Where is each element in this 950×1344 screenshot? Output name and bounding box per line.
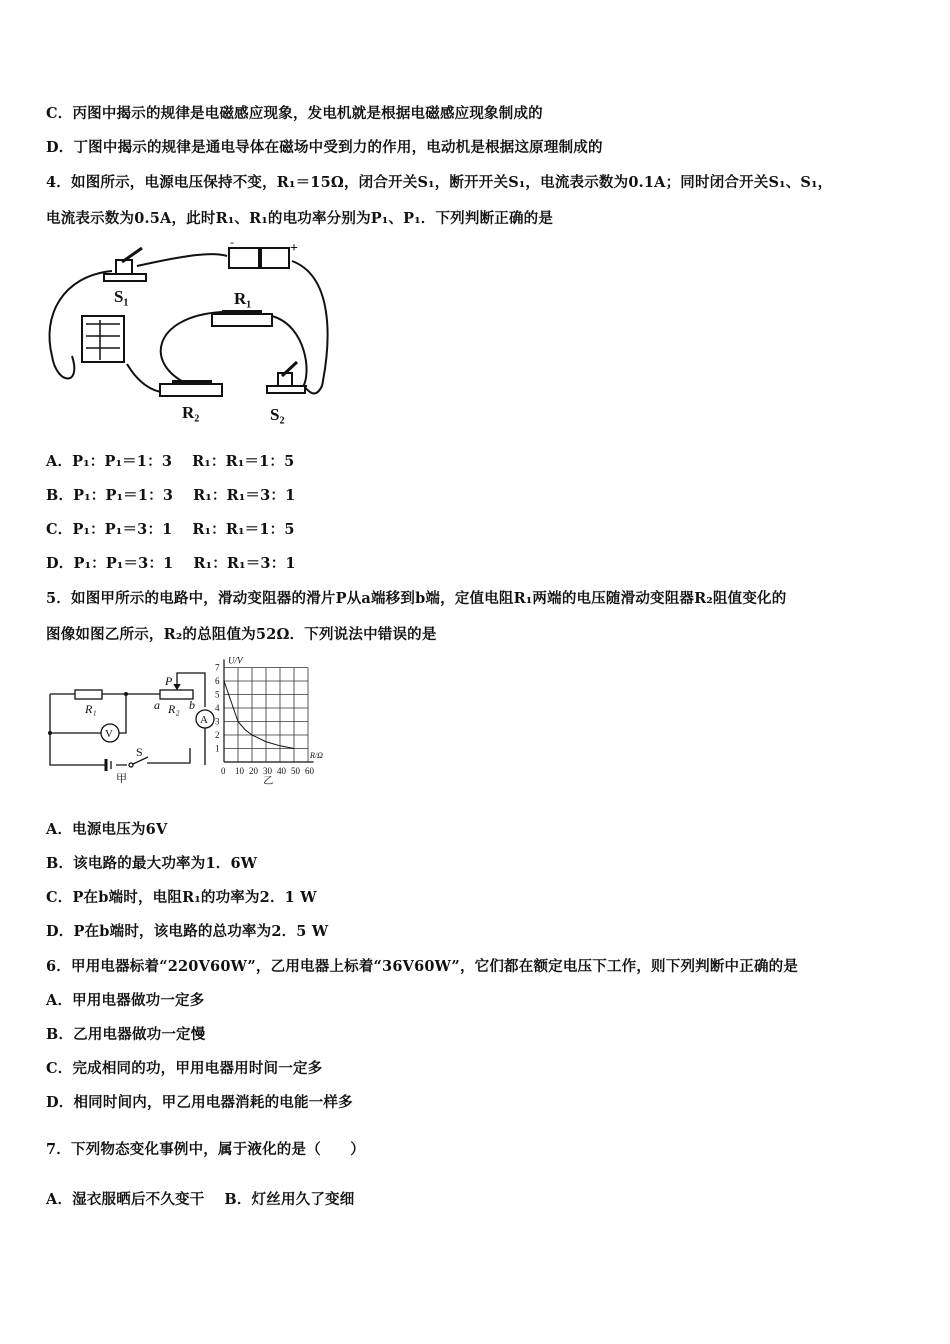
- ammeter-icon: [82, 316, 124, 362]
- q4-option-b: B．P₁：P₁＝1：3 R₁：R₁＝3：1: [46, 487, 296, 504]
- q4-option-a: A．P₁：P₁＝1：3 R₁：R₁＝1：5: [46, 453, 295, 470]
- q3-option-c: C．丙图中揭示的规律是电磁感应现象，发电机就是根据电磁感应现象制成的: [46, 105, 543, 122]
- label-s1: S₁: [114, 287, 129, 306]
- label-s: S: [136, 745, 143, 759]
- q5-option-a: A．电源电压为6V: [46, 821, 168, 838]
- label-r2: R₂: [168, 702, 180, 716]
- q6-option-b: B．乙用电器做功一定慢: [46, 1026, 206, 1043]
- q5-option-b: B．该电路的最大功率为1．6W: [46, 855, 258, 872]
- x-tick-label: 10: [235, 766, 244, 776]
- switch-s2-icon: [267, 362, 305, 393]
- x-tick-label: 30: [263, 766, 272, 776]
- label-s2: S₂: [270, 405, 285, 424]
- q4-circuit-figure: [42, 236, 337, 436]
- u-r-curve: [224, 681, 294, 749]
- q4-option-c: C．P₁：P₁＝3：1 R₁：R₁＝1：5: [46, 521, 295, 538]
- q6-option-c: C．完成相同的功，甲用电器用时间一定多: [46, 1060, 323, 1077]
- label-plus: +: [290, 241, 298, 256]
- label-b: b: [189, 698, 195, 712]
- q3-option-d: D．丁图中揭示的规律是通电导体在磁场中受到力的作用，电动机是根据这原理制成的: [46, 139, 603, 156]
- q4-stem-line1: 4．如图所示，电源电压保持不变，R₁＝15Ω，闭合开关S₁，断开开关S₁，电流表示数为0.1A；同时闭合开关S₁、S₁，: [46, 174, 833, 191]
- y-tick-label: 4: [215, 703, 220, 713]
- u-r-graph: [215, 655, 323, 787]
- y-axis-label: U/V: [228, 655, 243, 666]
- label-a: a: [154, 698, 160, 712]
- y-tick-label: 3: [215, 716, 220, 727]
- q5-stem-line1: 5．如图甲所示的电路中，滑动变阻器的滑片P从a端移到b端，定值电阻R₁两端的电压随滑动变阻器R₂阻值变化的: [46, 590, 787, 607]
- caption-jia: 甲: [116, 773, 127, 785]
- q6-option-a: A．甲用电器做功一定多: [46, 992, 205, 1009]
- label-r1: R₁: [234, 289, 252, 308]
- q5-stem-line2: 图像如图乙所示，R₂的总阻值为52Ω．下列说法中错误的是: [46, 626, 437, 643]
- circuit-jia: [50, 673, 214, 771]
- q7-options-ab: A．湿衣服晒后不久变干 B．灯丝用久了变细: [46, 1191, 355, 1208]
- label-minus: -: [230, 235, 234, 249]
- q5-option-c: C．P在b端时，电阻R₁的功率为2．1 W: [46, 889, 317, 906]
- x-axis-label: R/Ω: [310, 751, 323, 760]
- battery-icon: [229, 248, 289, 268]
- x-tick-label: 40: [277, 766, 286, 776]
- q4-option-d: D．P₁：P₁＝3：1 R₁：R₁＝3：1: [46, 555, 296, 572]
- x-tick-label: 50: [291, 766, 300, 776]
- label-r2: R₂: [182, 403, 200, 422]
- y-tick-label: 1: [215, 743, 220, 754]
- x-tick-label: 20: [249, 766, 258, 776]
- y-tick-label: 7: [215, 662, 220, 673]
- voltmeter-label: V: [105, 728, 113, 740]
- y-tick-label: 6: [215, 676, 220, 686]
- caption-yi: 乙: [263, 776, 274, 787]
- label-p: P: [165, 674, 173, 688]
- y-tick-label: 5: [215, 689, 220, 700]
- resistor-r1-icon: [212, 312, 272, 326]
- x-tick-label: 60: [305, 766, 314, 776]
- q5-option-d: D．P在b端时，该电路的总功率为2．5 W: [46, 923, 329, 940]
- resistor-r2-icon: [160, 382, 222, 396]
- q7-stem: 7．下列物态变化事例中，属于液化的是（ ）: [46, 1141, 365, 1158]
- q6-stem: 6．甲用电器标着“220V60W”，乙用电器上标着“36V60W”，它们都在额定电压下工作，则下列判断中正确的是: [46, 958, 799, 975]
- label-r1: R₁: [85, 702, 97, 716]
- q6-option-d: D．相同时间内，甲乙用电器消耗的电能一样多: [46, 1094, 353, 1111]
- q4-stem-line2: 电流表示数为0.5A，此时R₁、R₁的电功率分别为P₁、P₁．下列判断正确的是: [46, 210, 554, 227]
- q5-circuit-and-graph: [40, 655, 340, 787]
- ammeter-label: A: [200, 714, 208, 726]
- x-tick-label: 0: [221, 766, 226, 776]
- y-tick-label: 2: [215, 730, 220, 740]
